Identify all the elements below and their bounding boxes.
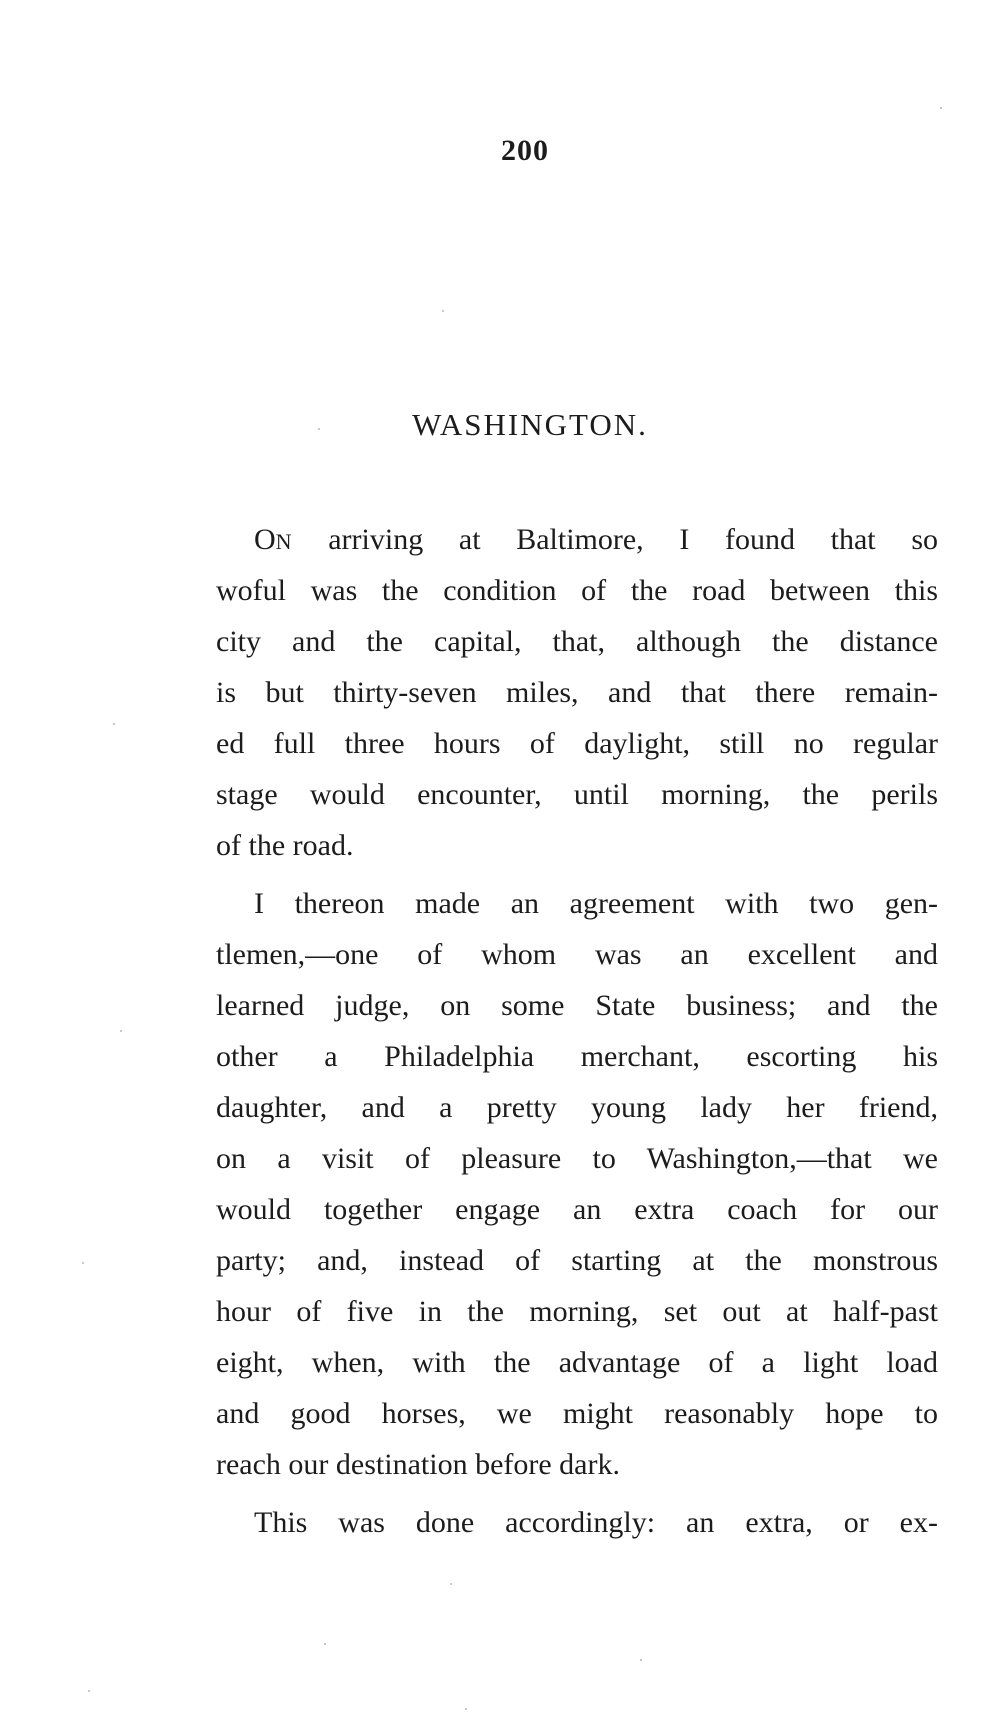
paragraph-1 <box>216 514 938 871</box>
paper-speck <box>82 1262 84 1264</box>
drop-cap: O <box>254 523 276 556</box>
text-line: hour of five in the morning, set out at half-past <box>216 1295 938 1328</box>
text-line: is but thirty-seven miles, and that there remain- <box>216 676 938 709</box>
text-line: tlemen,—one of whom was an excellent and <box>216 938 938 971</box>
text-line: learned judge, on some State business; and the <box>216 989 938 1022</box>
paragraph-3 <box>216 1497 938 1548</box>
paper-speck <box>442 310 444 312</box>
chapter-title: WASHINGTON. <box>412 407 648 442</box>
text-line: other a Philadelphia merchant, escorting his <box>216 1040 938 1073</box>
text-line: of the road. <box>216 829 354 862</box>
paper-speck <box>88 1690 90 1692</box>
text-line: reach our destination before dark. <box>216 1448 620 1481</box>
paper-speck <box>120 1030 122 1032</box>
text-line: eight, when, with the advantage of a light load <box>216 1346 938 1379</box>
page-number: 200 <box>501 134 549 167</box>
paper-speck <box>940 107 942 109</box>
text-line: daughter, and a pretty young lady her friend, <box>216 1091 938 1124</box>
text-line: on a visit of pleasure to Washington,—that we <box>216 1142 938 1175</box>
text-line: stage would encounter, until morning, the perils <box>216 778 938 811</box>
paragraph-2 <box>216 878 938 1490</box>
text-line <box>216 514 938 565</box>
paper-speck <box>113 723 115 725</box>
text-line: ed full three hours of daylight, still no regular <box>216 727 938 760</box>
text-line: party; and, instead of starting at the monstrous <box>216 1244 938 1277</box>
text-line: woful was the condition of the road between this <box>216 574 938 607</box>
text-line: I thereon made an agreement with two gen- <box>254 887 938 920</box>
paper-speck <box>318 428 320 430</box>
paper-speck <box>465 1708 467 1710</box>
text-line: This was done accordingly: an extra, or ex- <box>254 1506 938 1539</box>
paper-speck <box>450 1583 452 1585</box>
small-cap-letters: N <box>275 529 293 554</box>
paper-speck <box>640 1659 642 1661</box>
text-line: would together engage an extra coach for our <box>216 1193 938 1226</box>
text-line: city and the capital, that, although the distance <box>216 625 938 658</box>
body-text <box>216 514 938 1548</box>
first-line-text: arriving at Baltimore, I found that so <box>292 523 938 556</box>
text-line: and good horses, we might reasonably hope to <box>216 1397 938 1430</box>
paper-speck <box>324 1643 326 1645</box>
